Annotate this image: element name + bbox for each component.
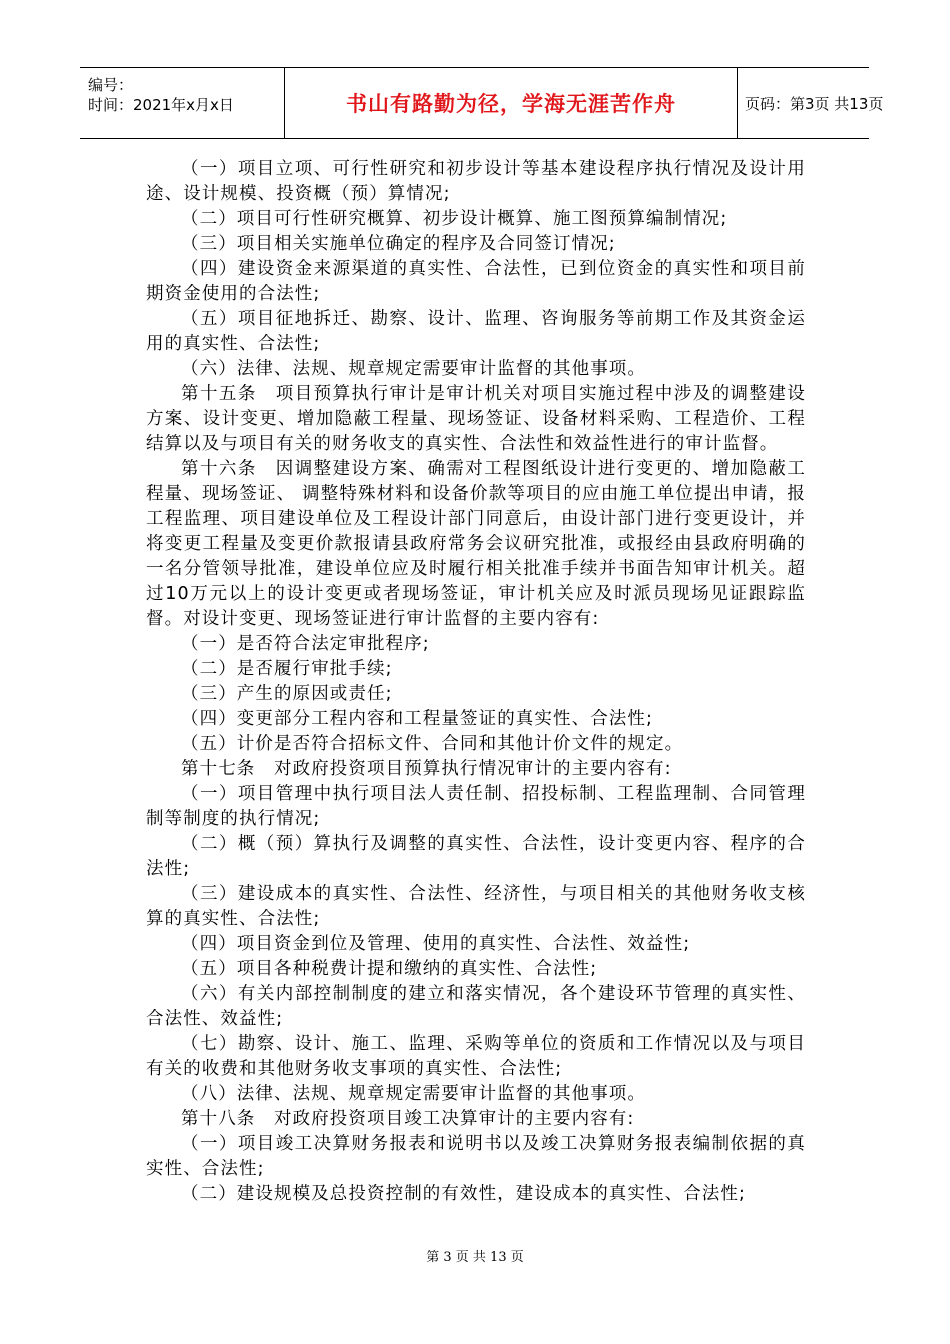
paragraph: （四）变更部分工程内容和工程量签证的真实性、合法性; bbox=[181, 709, 653, 729]
document-number-label: 编号： bbox=[88, 76, 134, 94]
paragraph: （二）是否履行审批手续; bbox=[181, 659, 393, 679]
paragraph: （五）项目征地拆迁、勘察、设计、监理、咨询服务等前期工作及其资金运用的真实性、合法性; bbox=[146, 309, 806, 354]
page-footer: 第 3 页 共 13 页 bbox=[426, 1250, 524, 1265]
header-meta bbox=[80, 68, 284, 138]
paragraph: （一）项目管理中执行项目法人责任制、招投标制、工程监理制、合同管理制等制度的执行情况; bbox=[146, 784, 806, 829]
paragraph: （二）建设规模及总投资控制的有效性，建设成本的真实性、合法性; bbox=[181, 1184, 746, 1204]
paragraph: （二）概（预）算执行及调整的真实性、合法性，设计变更内容、程序的合法性; bbox=[146, 834, 806, 879]
paragraph: （五）计价是否符合招标文件、合同和其他计价文件的规定。 bbox=[181, 734, 684, 754]
paragraph: （五）项目各种税费计提和缴纳的真实性、合法性; bbox=[181, 959, 598, 979]
paragraph: （七）勘察、设计、施工、监理、采购等单位的资质和工作情况以及与项目有关的收费和其他财务收支事项的真实性、合法性; bbox=[146, 1034, 806, 1079]
paragraph: （一）项目竣工决算财务报表和说明书以及竣工决算财务报表编制依据的真实性、合法性; bbox=[146, 1134, 806, 1179]
paragraph: （三）产生的原因或责任; bbox=[181, 684, 393, 704]
header-page-cell bbox=[737, 68, 884, 138]
paragraph: （四）项目资金到位及管理、使用的真实性、合法性、效益性; bbox=[181, 934, 691, 954]
document-body bbox=[146, 157, 806, 1207]
article-17: 第十七条 对政府投资项目预算执行情况审计的主要内容有: bbox=[181, 759, 672, 779]
paragraph: （六）有关内部控制制度的建立和落实情况，各个建设环节管理的真实性、合法性、效益性; bbox=[146, 984, 806, 1029]
paragraph: （四）建设资金来源渠道的真实性、合法性，已到位资金的真实性和项目前期资金使用的合法性; bbox=[146, 259, 806, 304]
paragraph: （一）是否符合法定审批程序; bbox=[181, 634, 430, 654]
page-header bbox=[80, 67, 884, 139]
paragraph: （三）建设成本的真实性、合法性、经济性，与项目相关的其他财务收支核算的真实性、合法性; bbox=[146, 884, 806, 929]
paragraph: （六）法律、法规、规章规定需要审计监督的其他事项。 bbox=[181, 359, 646, 379]
paragraph: （三）项目相关实施单位确定的程序及合同签订情况; bbox=[181, 234, 616, 254]
header-motto: 书山有路勤为径，学海无涯苦作舟 bbox=[346, 92, 676, 116]
header-page-info: 页码：第3页 共13页 bbox=[745, 94, 884, 113]
article-15: 第十五条 项目预算执行审计是审计机关对项目实施过程中涉及的调整建设方案、设计变更、增加隐蔽工程量、现场签证、设备材料采购、工程造价、工程结算以及与项目有关的财务收支的真实性、合法性和效益性进行的审计监督。 bbox=[146, 384, 806, 454]
document-date-label: 时间：2021年x月x日 bbox=[88, 96, 234, 114]
article-18: 第十八条 对政府投资项目竣工决算审计的主要内容有: bbox=[181, 1109, 635, 1129]
paragraph: （一）项目立项、可行性研究和初步设计等基本建设程序执行情况及设计用途、设计规模、投资概（预）算情况; bbox=[146, 159, 806, 204]
paragraph: （八）法律、法规、规章规定需要审计监督的其他事项。 bbox=[181, 1084, 646, 1104]
article-16: 第十六条 因调整建设方案、确需对工程图纸设计进行变更的、增加隐蔽工程量、现场签证、 调整特殊材料和设备价款等项目的应由施工单位提出申请，报工程监理、项目建设单位及工程设计部门同意后，由设计部门进行变更设计，并将变更工程量及变更价款报请县政府常务会议研究批准，或报经由县政府明确的一名分管领导批准，建设单位应及时履行相关批准手续并书面告知审计机关。超过10万元以上的设计变更或者现场签证，审计机关应及时派员现场见证跟踪监督。对设计变更、现场签证进行审计监督的主要内容有: bbox=[146, 459, 806, 629]
paragraph: （二）项目可行性研究概算、初步设计概算、施工图预算编制情况; bbox=[181, 209, 728, 229]
header-motto-cell bbox=[284, 68, 738, 138]
